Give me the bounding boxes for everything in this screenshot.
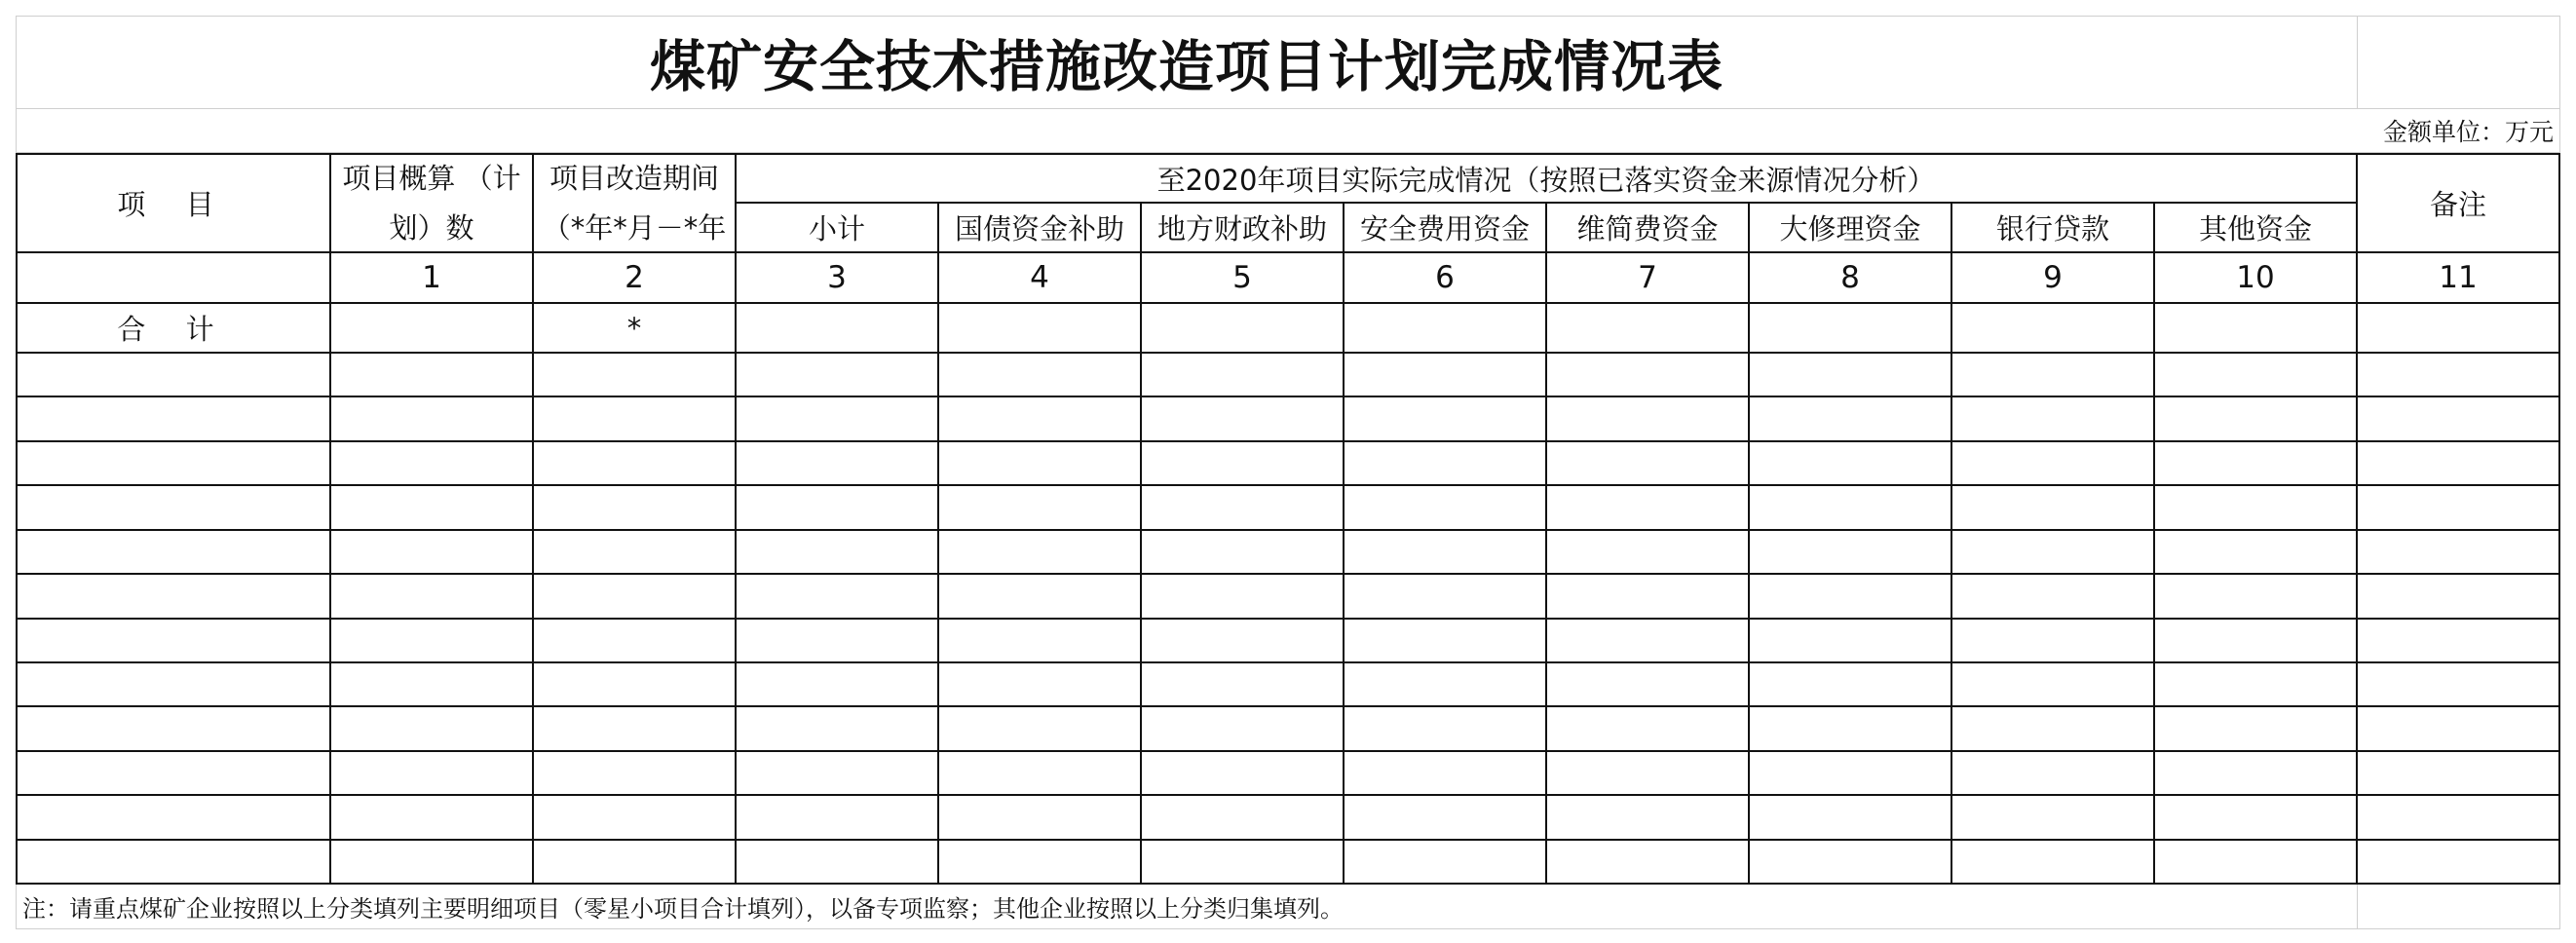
header-national-debt: 国债资金补助 <box>939 204 1142 253</box>
table-cell[interactable] <box>939 663 1142 707</box>
table-cell[interactable] <box>737 354 939 397</box>
header-period-line-1: 项目改造期间 <box>549 161 719 195</box>
table-cell[interactable] <box>1750 486 1952 531</box>
table-cell[interactable] <box>16 620 331 663</box>
table-cell[interactable] <box>939 796 1142 841</box>
table-cell[interactable] <box>331 796 534 841</box>
table-cell[interactable] <box>1345 620 1547 663</box>
table-cell[interactable] <box>939 752 1142 796</box>
header-maintenance-fee: 维简费资金 <box>1547 204 1750 253</box>
table-cell[interactable] <box>1345 796 1547 841</box>
table-cell[interactable] <box>1547 354 1750 397</box>
header-period-line-2: （*年*月－*年 <box>542 210 727 245</box>
table-cell[interactable] <box>737 397 939 442</box>
table-cell[interactable] <box>1345 531 1547 575</box>
table-cell[interactable] <box>16 397 331 442</box>
table-cell[interactable] <box>2155 442 2358 486</box>
table-cell[interactable] <box>2358 663 2560 707</box>
total-cell-4[interactable] <box>939 304 1142 354</box>
table-cell[interactable] <box>1345 752 1547 796</box>
total-cell-6[interactable] <box>1345 304 1547 354</box>
table-cell[interactable] <box>16 442 331 486</box>
table-cell[interactable] <box>1952 442 2155 486</box>
column-number-4: 4 <box>939 253 1142 304</box>
table-cell[interactable] <box>1142 442 1345 486</box>
table-cell[interactable] <box>2358 531 2560 575</box>
table-cell[interactable] <box>534 397 737 442</box>
table-cell[interactable] <box>331 531 534 575</box>
header-overhaul: 大修理资金 <box>1750 204 1952 253</box>
table-cell[interactable] <box>331 354 534 397</box>
table-cell[interactable] <box>939 486 1142 531</box>
table-cell[interactable] <box>1142 620 1345 663</box>
table-cell[interactable] <box>737 707 939 752</box>
table-cell[interactable] <box>1547 486 1750 531</box>
column-number-1: 1 <box>331 253 534 304</box>
table-cell[interactable] <box>2358 354 2560 397</box>
table-cell[interactable] <box>1952 796 2155 841</box>
table-cell[interactable] <box>2155 707 2358 752</box>
header-estimate-line-2: 划）数 <box>389 210 474 245</box>
table-cell[interactable] <box>1142 707 1345 752</box>
table-cell[interactable] <box>1750 397 1952 442</box>
table-cell[interactable] <box>939 397 1142 442</box>
amount-unit-label: 金额单位：万元 <box>16 109 2560 153</box>
table-cell[interactable] <box>2155 531 2358 575</box>
table-cell[interactable] <box>1142 531 1345 575</box>
table-cell[interactable] <box>737 796 939 841</box>
table-cell[interactable] <box>939 575 1142 620</box>
table-cell[interactable] <box>1142 841 1345 885</box>
table-cell[interactable] <box>534 841 737 885</box>
table-cell[interactable] <box>16 486 331 531</box>
table-cell[interactable] <box>331 442 534 486</box>
table-cell[interactable] <box>939 707 1142 752</box>
column-number-10: 10 <box>2155 253 2358 304</box>
table-cell[interactable] <box>939 354 1142 397</box>
footer-note: 注：请重点煤矿企业按照以上分类填列主要明细项目（零星小项目合计填列），以备专项监察；其他企业按照以上分类归集填列。 <box>16 885 2358 929</box>
table-cell[interactable] <box>16 531 331 575</box>
table-cell[interactable] <box>1750 663 1952 707</box>
table-cell[interactable] <box>737 841 939 885</box>
column-number-8: 8 <box>1750 253 1952 304</box>
table-cell[interactable] <box>331 620 534 663</box>
table-cell[interactable] <box>737 486 939 531</box>
table-cell[interactable] <box>1142 796 1345 841</box>
table-cell[interactable] <box>2358 397 2560 442</box>
table-cell[interactable] <box>1952 486 2155 531</box>
table-cell[interactable] <box>1345 575 1547 620</box>
header-estimate <box>331 153 534 253</box>
table-cell[interactable] <box>1142 486 1345 531</box>
header-completion-group: 至2020年项目实际完成情况（按照已落实资金来源情况分析） <box>737 153 2358 204</box>
table-cell[interactable] <box>2358 841 2560 885</box>
header-bank-loan: 银行贷款 <box>1952 204 2155 253</box>
total-cell-9[interactable] <box>1952 304 2155 354</box>
table-cell[interactable] <box>1142 397 1345 442</box>
table-cell[interactable] <box>939 620 1142 663</box>
table-cell[interactable] <box>2155 486 2358 531</box>
table-cell[interactable] <box>331 575 534 620</box>
header-local-finance: 地方财政补助 <box>1142 204 1345 253</box>
table-cell[interactable] <box>737 442 939 486</box>
table-cell[interactable] <box>1952 663 2155 707</box>
table-cell[interactable] <box>1750 575 1952 620</box>
table-cell[interactable] <box>1142 752 1345 796</box>
table-cell[interactable] <box>2358 620 2560 663</box>
number-row-label-cell <box>16 253 331 304</box>
table-cell[interactable] <box>2155 752 2358 796</box>
table-cell[interactable] <box>534 707 737 752</box>
table-cell[interactable] <box>331 841 534 885</box>
table-cell[interactable] <box>1142 663 1345 707</box>
table-cell[interactable] <box>331 663 534 707</box>
total-period-cell[interactable]: * <box>534 304 737 354</box>
table-cell[interactable] <box>2358 707 2560 752</box>
table-cell[interactable] <box>737 752 939 796</box>
table-cell[interactable] <box>1547 796 1750 841</box>
table-cell[interactable] <box>1547 531 1750 575</box>
table-cell[interactable] <box>1952 752 2155 796</box>
table-cell[interactable] <box>2155 620 2358 663</box>
table-cell[interactable] <box>1952 397 2155 442</box>
column-number-9: 9 <box>1952 253 2155 304</box>
table-cell[interactable] <box>16 707 331 752</box>
total-cell-1[interactable] <box>331 304 534 354</box>
table-cell[interactable] <box>1750 752 1952 796</box>
header-subtotal: 小计 <box>737 204 939 253</box>
table-cell[interactable] <box>16 752 331 796</box>
table-cell[interactable] <box>1345 841 1547 885</box>
table-cell[interactable] <box>737 620 939 663</box>
table-cell[interactable] <box>1750 620 1952 663</box>
table-cell[interactable] <box>2358 442 2560 486</box>
table-cell[interactable] <box>2358 796 2560 841</box>
table-cell[interactable] <box>1952 620 2155 663</box>
header-period <box>534 153 737 253</box>
total-cell-11[interactable] <box>2358 304 2560 354</box>
header-safety-fee: 安全费用资金 <box>1345 204 1547 253</box>
column-number-5: 5 <box>1142 253 1345 304</box>
table-cell[interactable] <box>2358 575 2560 620</box>
table-cell[interactable] <box>534 354 737 397</box>
table-cell[interactable] <box>939 442 1142 486</box>
table-cell[interactable] <box>1547 620 1750 663</box>
table-cell[interactable] <box>1750 796 1952 841</box>
table-cell[interactable] <box>2358 752 2560 796</box>
table-cell[interactable] <box>1750 531 1952 575</box>
table-cell[interactable] <box>737 663 939 707</box>
table-cell[interactable] <box>534 663 737 707</box>
total-row-label: 合 计 <box>16 304 331 354</box>
table-cell[interactable] <box>2155 796 2358 841</box>
table-cell[interactable] <box>1547 575 1750 620</box>
table-cell[interactable] <box>939 531 1142 575</box>
table-cell[interactable] <box>16 796 331 841</box>
table-cell[interactable] <box>534 486 737 531</box>
table-cell[interactable] <box>534 796 737 841</box>
header-item: 项 目 <box>16 153 331 253</box>
table-cell[interactable] <box>1547 707 1750 752</box>
table-cell[interactable] <box>2155 575 2358 620</box>
table-cell[interactable] <box>1345 442 1547 486</box>
table-cell[interactable] <box>1547 841 1750 885</box>
table-cell[interactable] <box>2155 663 2358 707</box>
table-cell[interactable] <box>737 575 939 620</box>
table-cell[interactable] <box>1547 752 1750 796</box>
column-number-3: 3 <box>737 253 939 304</box>
table-cell[interactable] <box>1345 354 1547 397</box>
table-cell[interactable] <box>331 397 534 442</box>
table-cell[interactable] <box>2155 354 2358 397</box>
table-cell[interactable] <box>1750 841 1952 885</box>
table-cell[interactable] <box>939 841 1142 885</box>
table-cell[interactable] <box>1952 354 2155 397</box>
table-cell[interactable] <box>1952 841 2155 885</box>
table-cell[interactable] <box>331 752 534 796</box>
total-cell-10[interactable] <box>2155 304 2358 354</box>
table-cell[interactable] <box>1345 663 1547 707</box>
title-side-cell[interactable] <box>2358 16 2560 109</box>
table-cell[interactable] <box>534 575 737 620</box>
table-cell[interactable] <box>16 575 331 620</box>
column-number-7: 7 <box>1547 253 1750 304</box>
header-estimate-line-1: 项目概算 （计 <box>342 161 521 195</box>
table-cell[interactable] <box>534 620 737 663</box>
table-cell[interactable] <box>1345 486 1547 531</box>
total-cell-7[interactable] <box>1547 304 1750 354</box>
table-cell[interactable] <box>2155 841 2358 885</box>
table-cell[interactable] <box>16 841 331 885</box>
table-cell[interactable] <box>16 663 331 707</box>
table-cell[interactable] <box>1750 707 1952 752</box>
table-cell[interactable] <box>1345 707 1547 752</box>
total-cell-8[interactable] <box>1750 304 1952 354</box>
column-number-6: 6 <box>1345 253 1547 304</box>
table-cell[interactable] <box>1547 397 1750 442</box>
header-remarks: 备注 <box>2358 153 2560 253</box>
table-cell[interactable] <box>534 442 737 486</box>
table-cell[interactable] <box>737 531 939 575</box>
report-title: 煤矿安全技术措施改造项目计划完成情况表 <box>16 16 2358 109</box>
footer-side-cell[interactable] <box>2358 885 2560 929</box>
table-cell[interactable] <box>1952 531 2155 575</box>
table-cell[interactable] <box>1952 575 2155 620</box>
column-number-2: 2 <box>534 253 737 304</box>
table-cell[interactable] <box>1547 442 1750 486</box>
table-cell[interactable] <box>1750 354 1952 397</box>
column-number-11: 11 <box>2358 253 2560 304</box>
table-cell[interactable] <box>1547 663 1750 707</box>
table-cell[interactable] <box>1952 707 2155 752</box>
header-other-funds: 其他资金 <box>2155 204 2358 253</box>
table-cell[interactable] <box>1142 354 1345 397</box>
table-cell[interactable] <box>331 707 534 752</box>
table-cell[interactable] <box>2358 486 2560 531</box>
table-cell[interactable] <box>1345 397 1547 442</box>
table-cell[interactable] <box>1750 442 1952 486</box>
table-cell[interactable] <box>534 752 737 796</box>
table-cell[interactable] <box>2155 397 2358 442</box>
table-cell[interactable] <box>331 486 534 531</box>
table-cell[interactable] <box>534 531 737 575</box>
table-cell[interactable] <box>16 354 331 397</box>
total-cell-3[interactable] <box>737 304 939 354</box>
total-cell-5[interactable] <box>1142 304 1345 354</box>
table-cell[interactable] <box>1142 575 1345 620</box>
